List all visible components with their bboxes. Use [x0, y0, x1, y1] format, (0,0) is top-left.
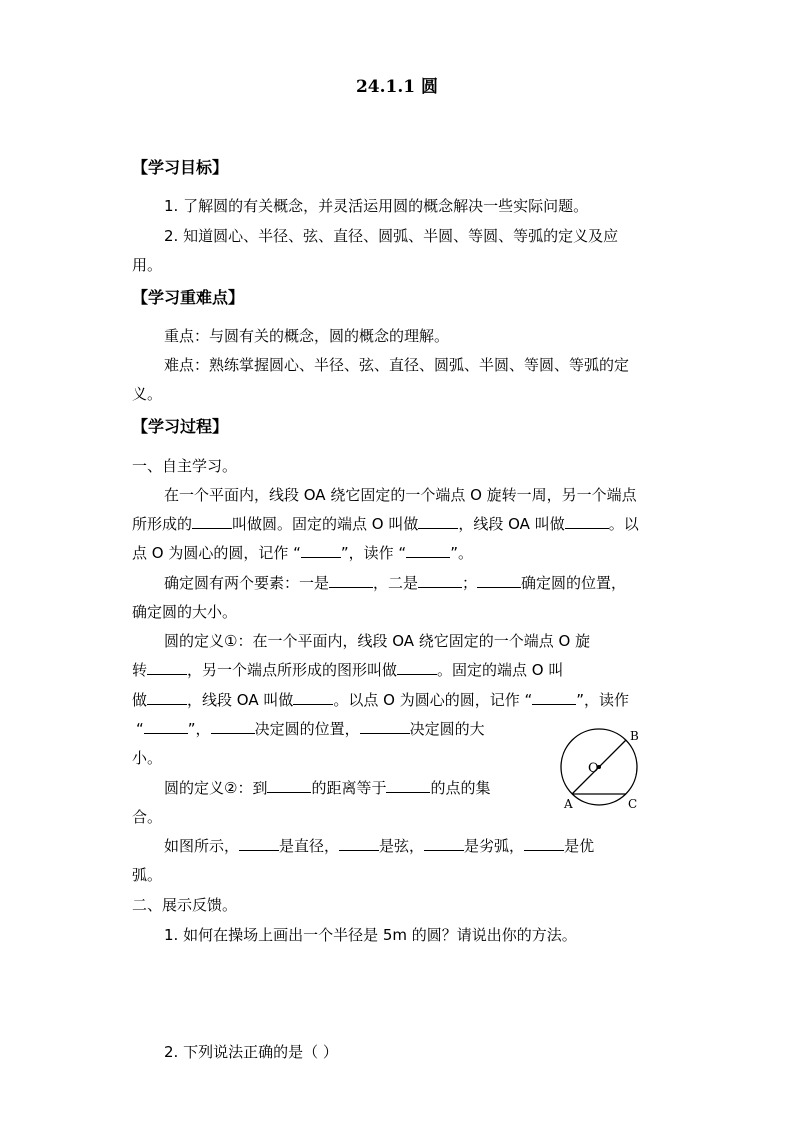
fill-blank[interactable] [424, 836, 464, 851]
fill-blank[interactable] [477, 573, 521, 588]
goal-1: 1. 了解圆的有关概念，并灵活运用圆的概念解决一些实际问题。 [164, 197, 589, 215]
fill-blank[interactable] [339, 836, 379, 851]
fill-blank[interactable] [418, 514, 458, 529]
fill-blank[interactable] [532, 690, 576, 705]
fill-blank[interactable] [144, 719, 188, 734]
p1-line-1: 在一个平面内，线段 OA 绕它固定的一个端点 O 旋转一周，另一个端点 [164, 486, 637, 504]
fill-blank[interactable] [211, 719, 255, 734]
fill-blank[interactable] [406, 543, 450, 558]
page-title: 24.1.1 圆 [355, 77, 439, 97]
difficulty-heading: 【学习重难点】 [132, 288, 245, 307]
label-C: C [628, 797, 638, 811]
fill-blank[interactable] [524, 836, 564, 851]
label-B: B [630, 729, 639, 743]
fill-blank[interactable] [565, 514, 609, 529]
circle-figure [552, 720, 652, 820]
process-heading: 【学习过程】 [132, 417, 229, 436]
goal-2-line-2: 用。 [132, 256, 163, 274]
def1-line-5: 小。 [132, 749, 163, 767]
def1-line-3: 做 ，线段 OA 叫做 。以点 O 为圆心的圆，记作 “ ”，读作 [132, 691, 630, 709]
fill-blank[interactable] [301, 543, 341, 558]
fill-blank[interactable] [147, 660, 187, 675]
p1-line-3: 点 O 为圆心的圆，记作 “ ”，读作 “ ”。 [132, 544, 473, 562]
fill-blank[interactable] [329, 573, 373, 588]
fill-blank[interactable] [418, 573, 462, 588]
p2-line-1: 确定圆有两个要素：一是 ，二是 ； 确定圆的位置， [164, 574, 627, 592]
part-2-heading: 二、展示反馈。 [132, 896, 238, 914]
fill-blank[interactable] [386, 778, 430, 793]
question-1: 1. 如何在操场上画出一个半径是 5m 的圆？请说出你的方法。 [164, 926, 577, 944]
fill-blank[interactable] [239, 836, 279, 851]
fill-blank[interactable] [360, 719, 410, 734]
fill-blank[interactable] [192, 514, 232, 529]
p2-line-2: 确定圆的大小。 [132, 603, 238, 621]
p1-line-2: 所形成的 叫做圆。固定的端点 O 叫做 ，线段 OA 叫做 。以 [132, 515, 639, 533]
fill-blank[interactable] [397, 660, 437, 675]
fill-blank[interactable] [147, 690, 187, 705]
goal-2-line-1: 2. 知道圆心、半径、弦、直径、圆弧、半圆、等圆、等弧的定义及应 [164, 227, 619, 245]
goals-heading: 【学习目标】 [132, 158, 229, 177]
def1-line-1: 圆的定义①：在一个平面内，线段 OA 绕它固定的一个端点 O 旋 [164, 632, 591, 650]
hard-point-line-2: 义。 [132, 385, 163, 403]
hard-point-line-1: 难点：熟练掌握圆心、半径、弦、直径、圆弧、半圆、等圆、等弧的定 [164, 356, 630, 374]
label-O: O [588, 761, 599, 776]
fill-blank[interactable] [293, 690, 333, 705]
key-point: 重点：与圆有关的概念，圆的概念的理解。 [164, 327, 450, 345]
def2-line-2: 合。 [132, 808, 163, 826]
fill-blank[interactable] [267, 778, 311, 793]
figure-question-line-2: 弧。 [132, 866, 163, 884]
def1-line-4: “ ”， 决定圆的位置， 决定圆的大 [136, 720, 485, 738]
label-A: A [564, 797, 573, 811]
question-2: 2. 下列说法正确的是（ ） [164, 1043, 338, 1061]
part-1-heading: 一、自主学习。 [132, 457, 238, 475]
figure-question-line-1: 如图所示， 是直径， 是弦， 是劣弧， 是优 [164, 837, 595, 855]
def1-line-2: 转 ，另一个端点所形成的图形叫做 。固定的端点 O 叫 [132, 661, 564, 679]
def2-line-1: 圆的定义②：到 的距离等于 的点的集 [164, 779, 491, 797]
